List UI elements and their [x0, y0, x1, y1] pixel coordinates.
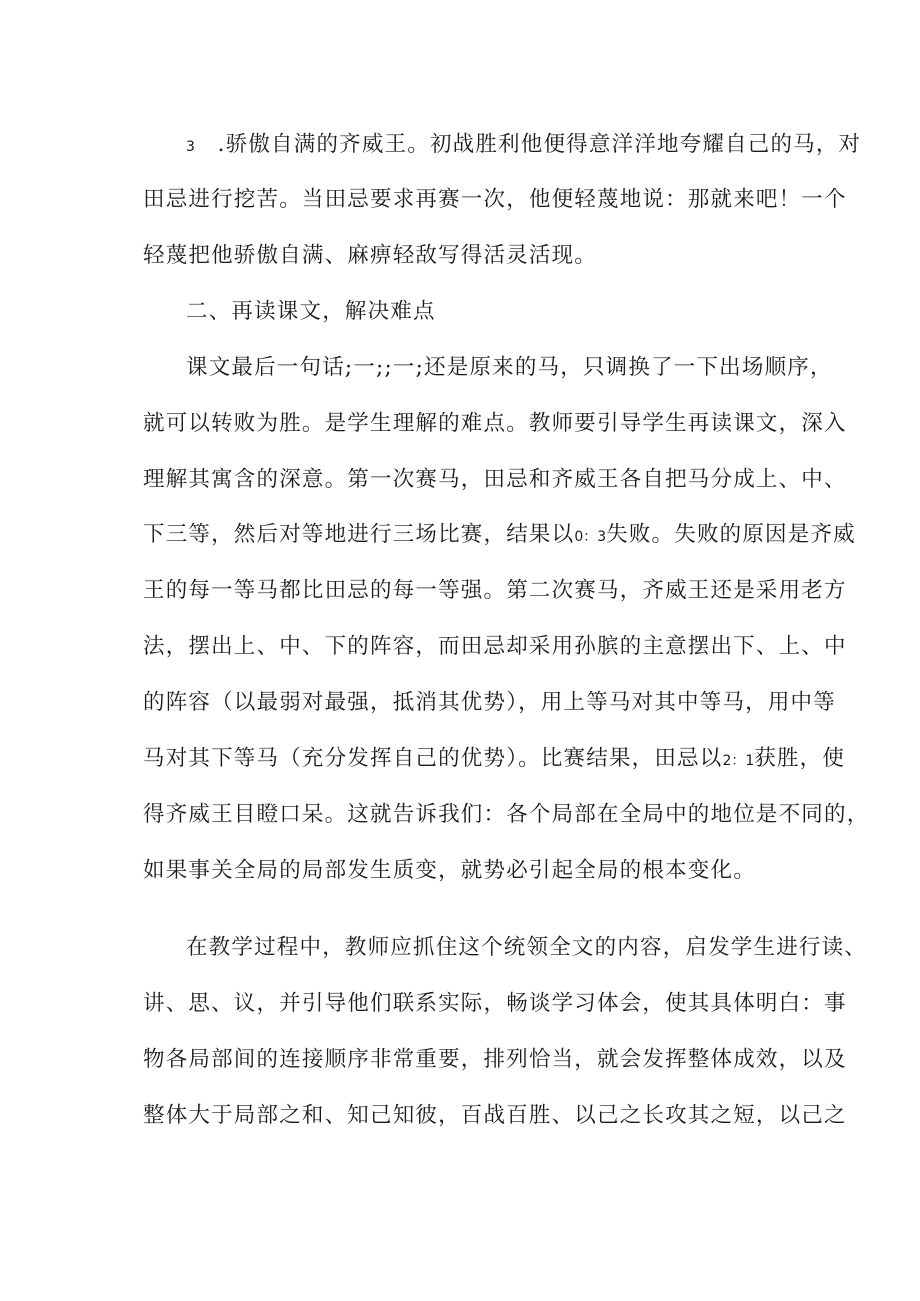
list-number: 3 — [186, 139, 195, 155]
text-line-8: 下三等，然后对等地进行三场比赛，结果以0：3失败。失败的原因是齐威 — [143, 522, 856, 547]
section-heading: 二、再读课文，解决难点 — [186, 299, 436, 324]
text-line-13: 得齐威王目瞪口呆。这就告诉我们：各个局部在全局中的地位是不同的， — [143, 802, 870, 827]
text-line-9: 王的每一等马都比田忌的每一等强。第二次赛马，齐威王还是采用老方 — [143, 578, 847, 603]
score-number: 2：1 — [722, 753, 755, 769]
text-line-11: 的阵容（以最弱对最强，抵消其优势），用上等马对其中等马，用中等 — [143, 690, 836, 715]
text-line-6: 就可以转败为胜。是学生理解的难点。教师要引导学生再读课文，深入 — [143, 411, 847, 436]
text-line-2: 田忌进行挖苦。当田忌要求再赛一次，他便轻蔑地说：那就来吧！一个 — [143, 187, 847, 212]
text-line-12: 马对其下等马（充分发挥自己的优势）。比赛结果，田忌以2：1获胜，使 — [143, 746, 846, 771]
text-line-15: 在教学过程中，教师应抓住这个统领全文的内容，启发学生进行读、 — [186, 935, 868, 960]
text-line-7: 理解其寓含的深意。第一次赛马，田忌和齐威王各自把马分成上、中、 — [143, 467, 847, 492]
score-number: 0：3 — [574, 529, 607, 545]
text-line-5: 课文最后一句话;一;;一;还是原来的马，只调换了一下出场顺序， — [186, 355, 833, 380]
text-line-14: 如果事关全局的局部发生质变，就势必引起全局的根本变化。 — [143, 858, 756, 883]
text-line-18: 整体大于局部之和、知己知彼，百战百胜、以己之长攻其之短，以己之 — [143, 1103, 847, 1128]
text-line-1: 3 .骄傲自满的齐威王。初战胜利他便得意洋洋地夸耀自己的马，对 — [186, 132, 862, 157]
text-line-17: 物各局部间的连接顺序非常重要，排列恰当，就会发挥整体成效，以及 — [143, 1047, 847, 1072]
text-line-16: 讲、思、议，并引导他们联系实际，畅谈学习体会，使其具体明白：事 — [143, 991, 847, 1016]
text-line-3: 轻蔑把他骄傲自满、麻痹轻敌写得活灵活现。 — [143, 243, 598, 268]
text-line-10: 法，摆出上、中、下的阵容，而田忌却采用孙膑的主意摆出下、上、中 — [143, 634, 847, 659]
